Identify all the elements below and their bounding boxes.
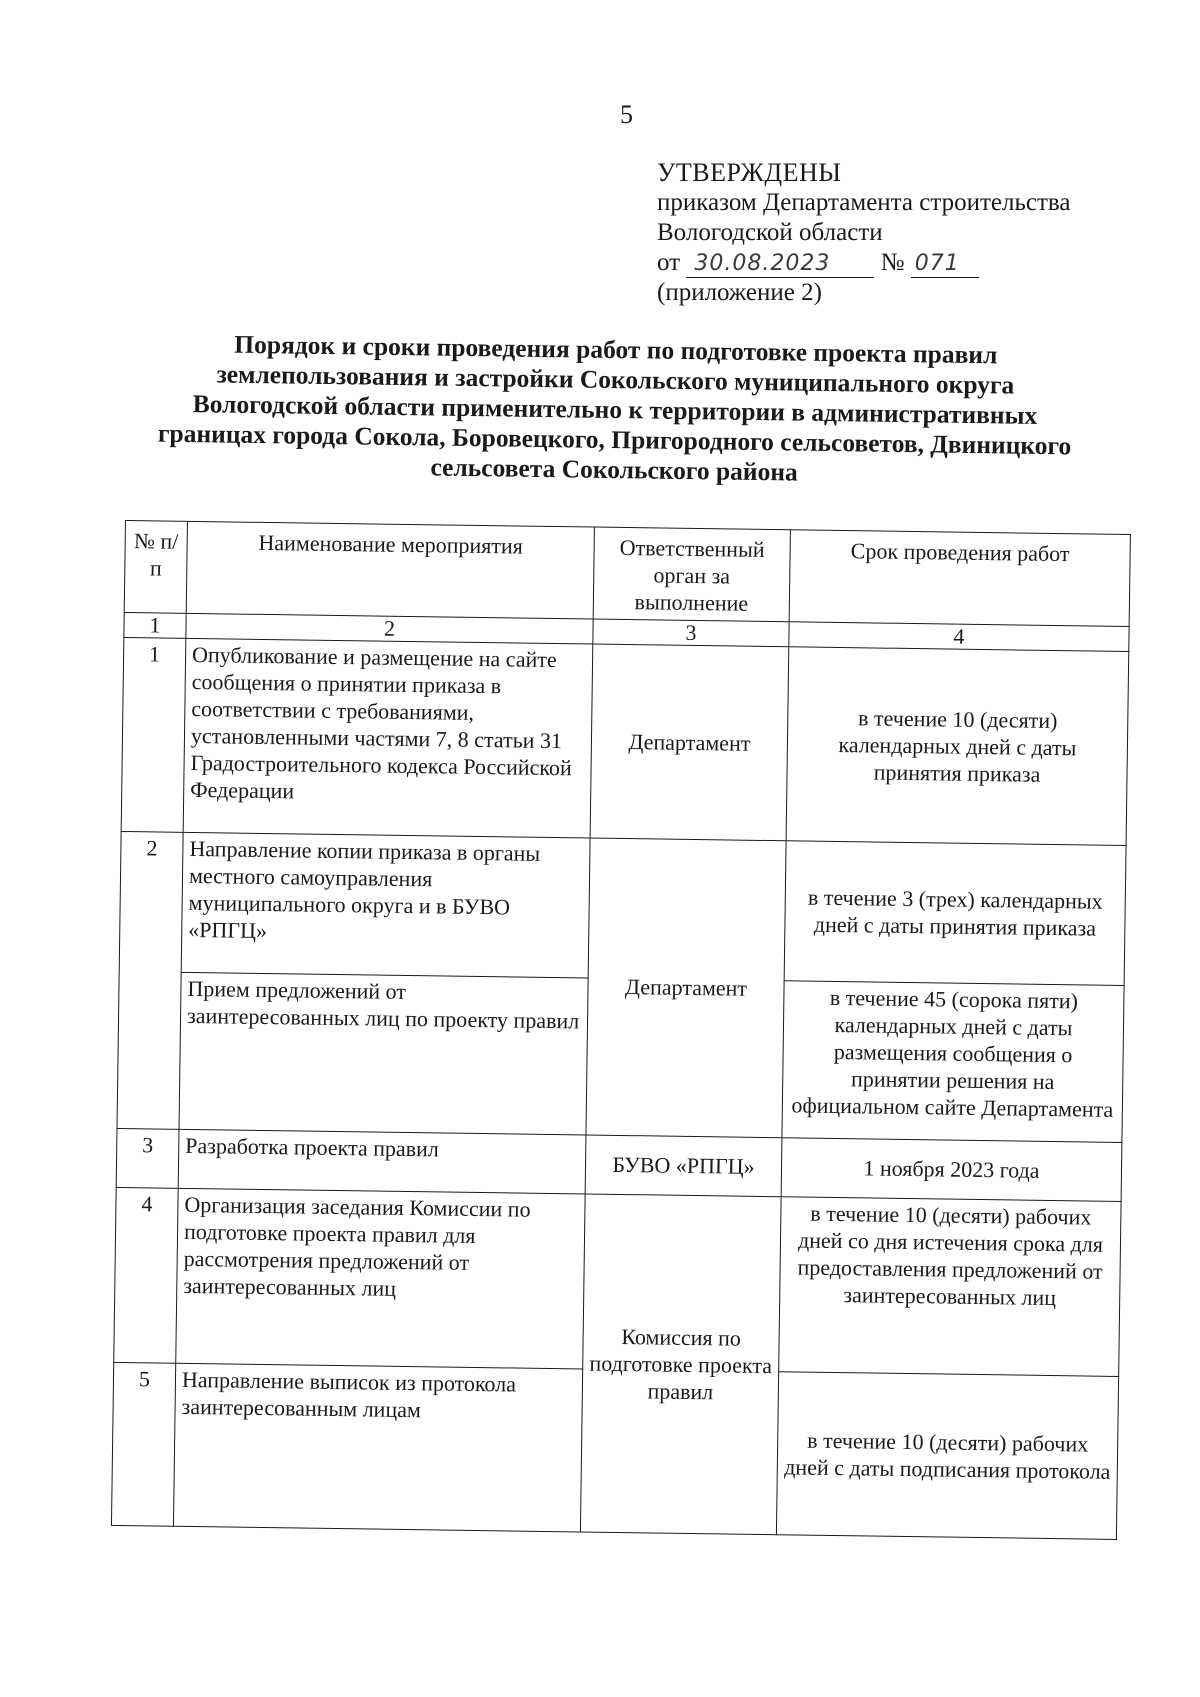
row-activity: Разработка проекта правил [178,1129,586,1194]
from-label: от [657,249,681,276]
schedule-table-wrapper [111,520,1130,1540]
approval-date-number-line [657,248,1070,278]
header-num: № п/п [124,521,187,613]
approval-stamp-block [657,158,1070,308]
title-line: Вологодской области применительно к территории в административных [192,389,1038,430]
appendix-label: (приложение 2) [657,279,822,306]
header-activity: Наименование мероприятия [186,521,594,618]
row-activity: Направление копии приказа в органы местного самоуправления муниципального округа и в БУВО «РПГЦ» [181,832,590,978]
row-deadline: в течение 10 (десяти) рабочих дней со дня истечения срока для предоставления предложений от заинтересованных лиц [779,1197,1121,1377]
row-deadline: в течение 10 (десяти) рабочих дней с даты подписания протокола [776,1372,1118,1540]
row-responsible: Департамент [586,838,786,1138]
handwritten-date: 30.08.2023 [686,251,874,278]
row-deadline: в течение 3 (трех) календарных дней с даты принятия приказа [784,840,1126,985]
approval-heading: УТВЕРЖДЕНЫ [657,158,842,187]
handwritten-number: 071 [911,251,979,278]
approval-line-2: Вологодской области [657,219,883,246]
approval-line-1: приказом Департамента строительства [657,189,1071,216]
page-number: 5 [620,100,633,129]
header-responsible: Ответственный орган за выполнение [593,527,790,621]
row-deadline: в течение 10 (десяти) календарных дней с даты принятия приказа [786,647,1129,845]
schedule-table [111,520,1131,1540]
number-label: № [880,249,905,276]
column-number: 4 [789,621,1129,651]
column-number: 3 [593,619,789,647]
title-line: землепользования и застройки Сокольского муниципального округа [216,359,1015,400]
row-responsible: Департамент [590,644,789,840]
title-line: Порядок и сроки проведения работ по подготовке проекта правил [234,329,998,370]
document-title [109,328,1121,492]
table-row [114,1187,1121,1376]
row-activity: Организация заседания Комиссии по подготовке проекта правил для рассмотрения предложений от заинтересованных лиц [176,1188,585,1369]
table-row [121,638,1129,845]
row-activity: Опубликование и размещение на сайте сообщения о принятии приказа в соответствии с требованиями, установленными частями 7, 8 статьи 31 Градостроительного кодекса Российской Федерации [183,638,593,837]
row-responsible: БУВО «РПГЦ» [585,1135,782,1197]
row-number: 2 [117,831,183,1129]
title-line: сельсовета Сокольского района [430,452,798,487]
row-deadline: 1 ноября 2023 года [781,1138,1122,1202]
row-activity: Направление выписок из протокола заинтересованным лицам [173,1363,582,1532]
row-number: 5 [111,1362,175,1526]
table-header-row [124,521,1130,627]
row-activity: Прием предложений от заинтересованных лиц по проекту правил [179,972,588,1134]
title-line: границах города Сокола, Боровецкого, Пригородного сельсоветов, Двиницкого [157,418,1072,461]
row-number: 4 [114,1187,178,1363]
row-deadline: в течение 45 (сорока пяти) календарных дней с даты размещения сообщения о принятии решения на официальном сайте Департамента [782,981,1124,1143]
column-number: 2 [186,613,593,644]
row-responsible: Комиссия по подготовке проекта правил [580,1194,781,1535]
header-deadline: Срок проведения работ [789,530,1130,626]
table-row [119,831,1126,986]
row-number: 3 [116,1128,179,1188]
column-number: 1 [124,612,186,638]
row-number: 1 [121,638,186,832]
